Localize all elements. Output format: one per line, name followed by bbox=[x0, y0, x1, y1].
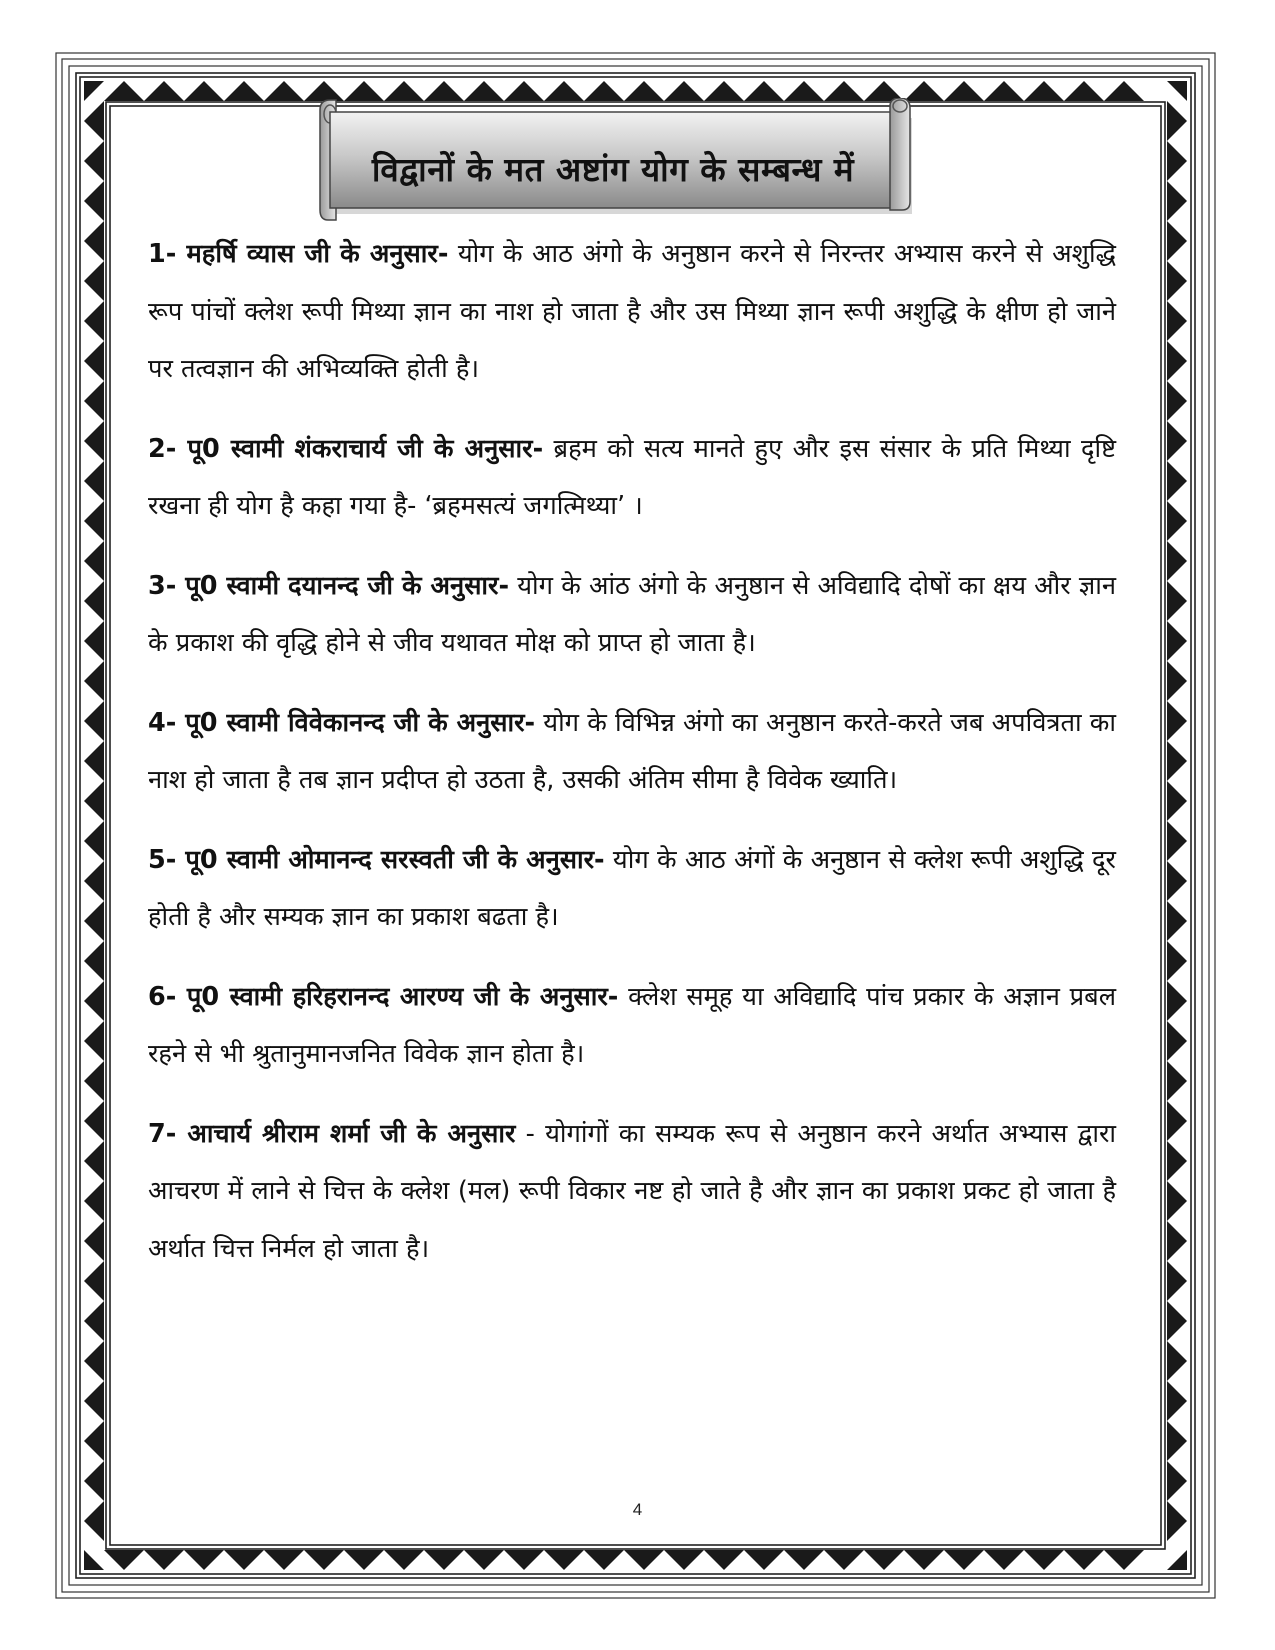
paragraph-heading: 5- पू0 स्वामी ओमानन्द सरस्वती जी के अनुसार- bbox=[148, 844, 605, 875]
paragraph-heading: 2- पू0 स्वामी शंकराचार्य जी के अनुसार- bbox=[148, 433, 544, 464]
paragraph-2 bbox=[148, 421, 1116, 536]
main-content bbox=[148, 226, 1116, 1300]
paragraph-5 bbox=[148, 832, 1116, 947]
page-number: 4 bbox=[632, 1500, 643, 1519]
paragraph-body: योग के आठ अंगों के अनुष्ठान से क्लेश रूपी अशुद्धि दूर होती है और सम्यक ज्ञान का प्रकाश बढता है। bbox=[148, 844, 1116, 932]
paragraph-body: क्लेश समूह या अविद्यादि पांच प्रकार के अज्ञान प्रबल रहने से भी श्रुतानुमानजनित विवेक ज्ञान होता है। bbox=[148, 981, 1116, 1069]
page-title: विद्वानों के मत अष्टांग योग के सम्बन्ध में bbox=[371, 149, 855, 189]
paragraph-6 bbox=[148, 969, 1116, 1084]
paragraph-7 bbox=[148, 1106, 1116, 1279]
paragraph-heading: 4- पू0 स्वामी विवेकानन्द जी के अनुसार- bbox=[148, 707, 536, 738]
paragraph-body: - योगांगों का सम्यक रूप से अनुष्ठान करने अर्थात अभ्यास द्वारा आचरण में लाने से चित्त के क्लेश (मल) रूपी विकार नष्ट हो जाते है और ज्ञान का प्रकाश प्रकट हो जाता है अर्थात चित्त निर्मल हो जाता है। bbox=[148, 1118, 1116, 1264]
paragraph-heading: 7- आचार्य श्रीराम शर्मा जी के अनुसार bbox=[148, 1118, 516, 1149]
paragraph-heading: 3- पू0 स्वामी दयानन्द जी के अनुसार- bbox=[148, 570, 510, 601]
paragraph-body: योग के आंठ अंगो के अनुष्ठान से अविद्यादि दोषों का क्षय और ज्ञान के प्रकाश की वृद्धि होने से जीव यथावत मोक्ष को प्राप्त हो जाता है। bbox=[148, 570, 1117, 658]
paragraph-1 bbox=[148, 226, 1116, 399]
paragraph-3 bbox=[148, 558, 1116, 673]
paragraph-heading: 1- महर्षि व्यास जी के अनुसार- bbox=[148, 239, 449, 269]
paragraph-body: ब्रहम को सत्य मानते हुए और इस संसार के प्रति मिथ्या दृष्टि रखना ही योग है कहा गया है- ‘ब्रहमसत्यं जगत्मिथ्या’ । bbox=[148, 433, 1116, 521]
paragraph-4 bbox=[148, 695, 1116, 810]
paragraph-body: योग के आठ अंगो के अनुष्ठान करने से निरन्तर अभ्यास करने से अशुद्धि रूप पांचों क्लेश रूपी मिथ्या ज्ञान का नाश हो जाता है और उस मिथ्या ज्ञान रूपी अशुद्धि के क्षीण हो जाने पर तत्वज्ञान की अभिव्यक्ति होती है। bbox=[148, 239, 1116, 384]
paragraph-body: योग के विभिन्न अंगो का अनुष्ठान करते-करते जब अपवित्रता का नाश हो जाता है तब ज्ञान प्रदीप्त हो उठता है, उसकी अंतिम सीमा है विवेक ख्याति। bbox=[148, 707, 1116, 795]
paragraph-heading: 6- पू0 स्वामी हरिहरानन्द आरण्य जी के अनुसार- bbox=[148, 981, 619, 1012]
